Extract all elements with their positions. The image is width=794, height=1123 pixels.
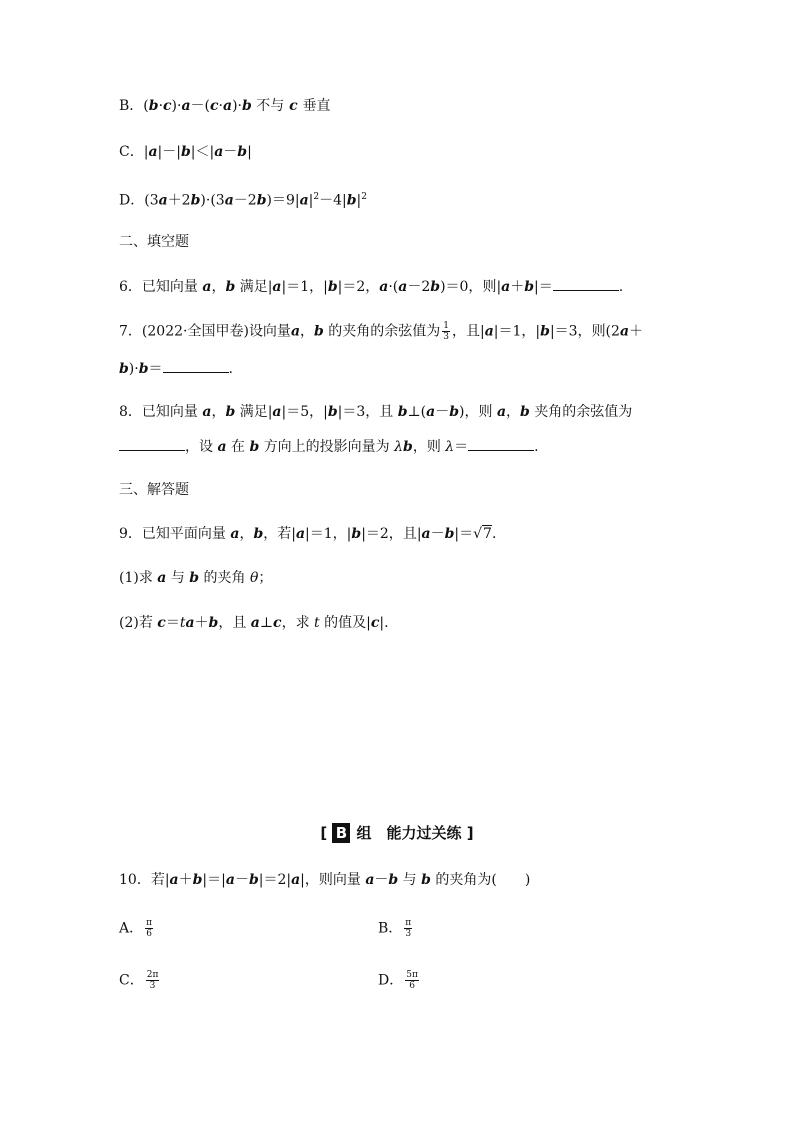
option-d: D．$(3a+2b)\cdot(3a-2b)=9|a|^2-4|b|^2$ bbox=[119, 192, 367, 209]
question-9-part-2: (2)若 c＝ta＋b，且 a⊥c，求 t 的值及|c|. bbox=[119, 615, 389, 631]
q10-option-c[interactable] bbox=[119, 970, 161, 991]
text: (2)若 bbox=[119, 615, 153, 631]
question-10: 10．若|a＋b|＝|a－b|＝2|a|，则向量 a－b 与 b 的夹角为( ) bbox=[119, 872, 531, 888]
text: 则(2 bbox=[591, 323, 620, 340]
text: 则向量 bbox=[318, 872, 361, 888]
text: 则 bbox=[482, 279, 497, 295]
text: 的夹角为( ) bbox=[435, 872, 531, 888]
text: 且 bbox=[232, 615, 247, 631]
option-label: A． bbox=[119, 920, 144, 937]
text: 且 bbox=[402, 526, 417, 542]
text: 求 bbox=[295, 615, 310, 631]
question-number: 6． bbox=[119, 279, 142, 295]
option-label: B． bbox=[378, 920, 403, 937]
text: 不与 bbox=[256, 98, 285, 114]
fraction: $\frac{\pi}{6}$ bbox=[146, 918, 153, 939]
text: . bbox=[534, 439, 539, 455]
option-label: D． bbox=[378, 972, 404, 989]
section-title-fill: 二、填空题 bbox=[119, 234, 189, 250]
group-title: 组 能力过关练 bbox=[356, 824, 462, 842]
sqrt-expression: √7 bbox=[473, 526, 492, 542]
question-number: 8． bbox=[119, 404, 142, 420]
option-label: B． bbox=[119, 98, 144, 114]
text: 已知向量 bbox=[141, 279, 198, 295]
option-label: C． bbox=[119, 972, 144, 989]
question-9-part-1: (1)求 a 与 b 的夹角 θ； bbox=[119, 570, 273, 586]
fraction: $\frac{1}{3}$ bbox=[443, 321, 449, 342]
answer-blank[interactable] bbox=[163, 358, 229, 373]
group-letter-icon: B bbox=[332, 823, 350, 843]
text: . bbox=[618, 279, 624, 295]
text: 已知平面向量 bbox=[141, 526, 226, 542]
group-b-header: [ B 组 能力过关练 ] bbox=[320, 824, 474, 842]
text: 满足 bbox=[239, 279, 268, 295]
option-c: C．|a|－|b|＜|a－b| bbox=[119, 144, 252, 160]
source-tag: (2022·全国甲卷) bbox=[141, 323, 249, 340]
text: 设向量 bbox=[248, 323, 291, 340]
fraction: $\frac{5\pi}{6}$ bbox=[406, 970, 418, 991]
option-label: C． bbox=[119, 144, 144, 160]
text: 的夹角的余弦值为 bbox=[328, 323, 441, 340]
question-9: 9．已知平面向量 a，b，若|a|＝1，|b|＝2，且|a－b|＝√7. bbox=[119, 526, 497, 542]
question-8: 8．已知向量 a，b 满足|a|＝5，|b|＝3，且 b⊥(a－b)，则 a，b 夹角的余弦值为 bbox=[119, 404, 633, 420]
question-7-cont: b)·b＝ . bbox=[119, 358, 233, 379]
q10-option-b[interactable] bbox=[378, 918, 414, 939]
answer-blank[interactable] bbox=[468, 436, 534, 451]
text: 与 bbox=[170, 570, 185, 586]
question-6: 6．已知向量 a，b 满足|a|＝1，|b|＝2，a·(a－2b)＝0，则|a＋b|＝ . bbox=[119, 276, 623, 297]
text: 方向上的投影向量为 bbox=[263, 439, 390, 455]
text: 夹角的余弦值为 bbox=[534, 404, 633, 420]
text: 若 bbox=[150, 872, 165, 888]
answer-blank[interactable] bbox=[553, 276, 619, 291]
text: 且 bbox=[466, 323, 480, 340]
answer-blank[interactable] bbox=[119, 436, 185, 451]
fraction: $\frac{\pi}{3}$ bbox=[405, 918, 412, 939]
text: 的夹角 bbox=[203, 570, 246, 586]
text: (1)求 bbox=[119, 570, 153, 586]
text: 若 bbox=[277, 526, 292, 542]
fraction: $\frac{2\pi}{3}$ bbox=[146, 970, 159, 991]
text: 已知向量 bbox=[141, 404, 198, 420]
question-number: 10． bbox=[119, 872, 151, 888]
q10-option-a[interactable] bbox=[119, 918, 155, 939]
q10-option-d[interactable] bbox=[378, 970, 421, 991]
text: 的值及 bbox=[324, 615, 367, 631]
question-number: 7． bbox=[119, 323, 142, 340]
question-number: 9． bbox=[119, 526, 142, 542]
text: 垂直 bbox=[302, 98, 331, 114]
text: 则 bbox=[478, 404, 493, 420]
text: 在 bbox=[230, 439, 245, 455]
question-8-cont: ，设 a 在 b 方向上的投影向量为 λb，则 λ＝ . bbox=[119, 436, 539, 457]
text: 满足 bbox=[239, 404, 268, 420]
option-label: D． bbox=[119, 192, 145, 209]
text: 且 bbox=[379, 404, 394, 420]
text: ，设 bbox=[185, 439, 213, 455]
option-b: B．(b·c)·a－(c·a)·b 不与 c 垂直 bbox=[119, 98, 331, 114]
text: 与 bbox=[402, 872, 417, 888]
section-title-answer: 三、解答题 bbox=[119, 482, 189, 498]
question-7: 7．(2022·全国甲卷)设向量a，b 的夹角的余弦值为 $\frac{1}{3}$ ，且|a|＝1，|b|＝3，则(2a＋ bbox=[119, 321, 644, 342]
text: 则 bbox=[426, 439, 441, 455]
